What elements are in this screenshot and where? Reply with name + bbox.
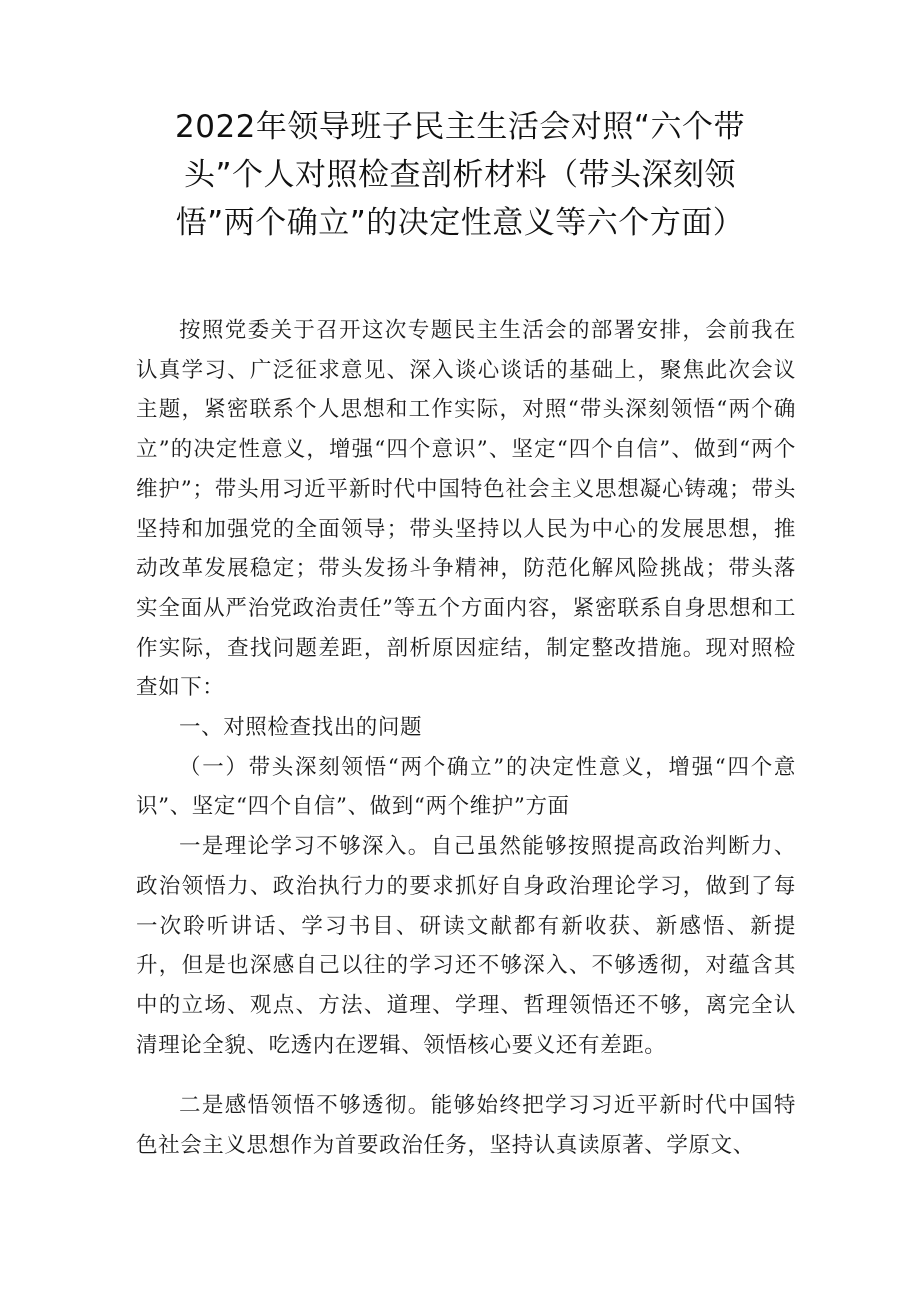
document-body [136, 311, 796, 1065]
point-one-paragraph: 一是理论学习不够深入。自己虽然能够按照提高政治判断力、政治领悟力、政治执行力的要求抓好自身政治理论学习，做到了每一次聆听讲话、学习书目、研读文献都有新收获、新感悟、新提升，但是也深感自己以往的学习还不够深入、不够透彻，对蕴含其中的立场、观点、方法、道理、学理、哲理领悟还不够，离完全认清理论全貌、吃透内在逻辑、领悟核心要义还有差距。 [136, 834, 796, 1058]
point-two-paragraph: 二是感悟领悟不够透彻。能够始终把学习习近平新时代中国特色社会主义思想作为首要政治任务，坚持认真读原著、学原文、 [136, 1093, 796, 1158]
intro-paragraph: 按照党委关于召开这次专题民主生活会的部署安排，会前我在认真学习、广泛征求意见、深入谈心谈话的基础上，聚焦此次会议主题，紧密联系个人思想和工作实际，对照“带头深刻领悟“两个确立”的决定性意义，增强“四个意识”、坚定“四个自信”、做到“两个维护”；带头用习近平新时代中国特色社会主义思想凝心铸魂；带头坚持和加强党的全面领导；带头坚持以人民为中心的发展思想，推动改革发展稳定；带头发扬斗争精神，防范化解风险挑战；带头落实全面从严治党政治责任”等五个方面内容，紧密联系自身思想和工作实际，查找问题差距，剖析原因症结，制定整改措施。现对照检查如下： [136, 318, 796, 701]
document-body-continued [136, 1086, 796, 1165]
document-title: 2022年领导班子民主生活会对照“六个带头”个人对照检查剖析材料（带头深刻领悟”两个确立”的决定性意义等六个方面） [175, 109, 745, 241]
subsection-heading: （一）带头深刻领悟“两个确立”的决定性意义，增强“四个意识”、坚定“四个自信”、做到“两个维护”方面 [136, 754, 796, 820]
section-heading: 一、对照检查找出的问题 [179, 715, 423, 741]
